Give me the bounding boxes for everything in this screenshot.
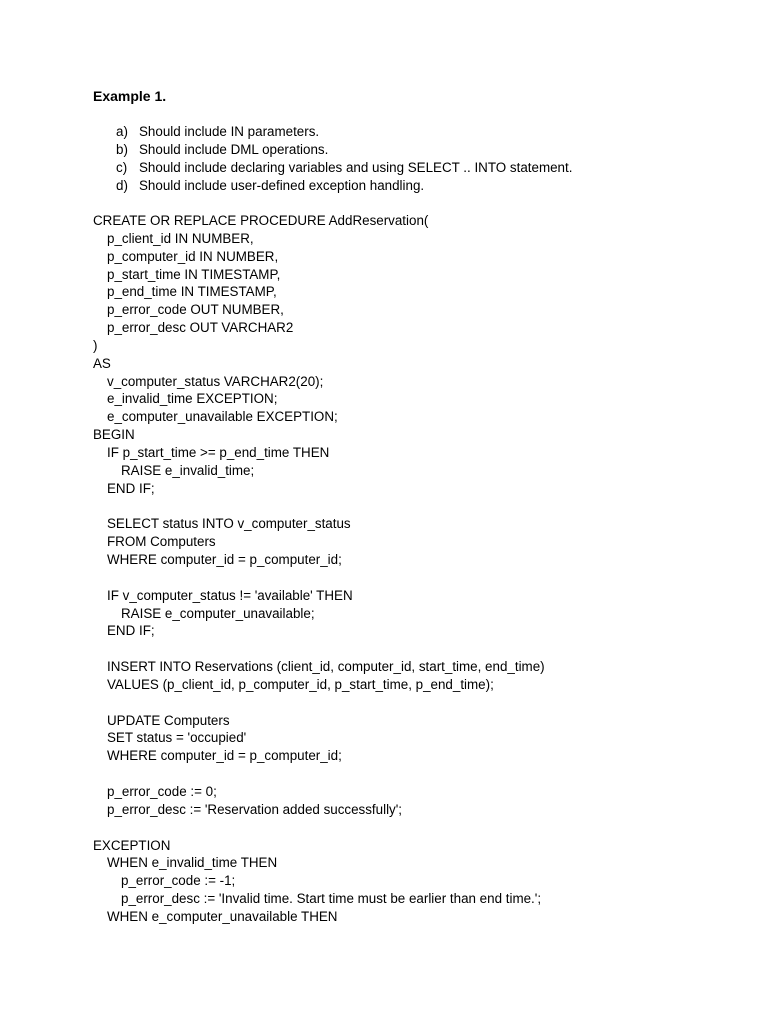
code-line: WHEN e_invalid_time THEN (107, 855, 278, 871)
requirement-text: Should include user-defined exception handling. (139, 178, 425, 193)
code-line: v_computer_status VARCHAR2(20); (107, 373, 324, 389)
requirement-item (116, 177, 572, 195)
code-line: p_error_desc := 'Reservation added successfully'; (107, 801, 403, 817)
code-line: p_client_id IN NUMBER, (107, 230, 254, 246)
code-line: SELECT status INTO v_computer_status (107, 516, 351, 532)
code-line: ) (93, 337, 98, 353)
code-line: CREATE OR REPLACE PROCEDURE AddReservation( (93, 213, 429, 228)
blank-code-line (93, 765, 545, 783)
code-line: VALUES (p_client_id, p_computer_id, p_start_time, p_end_time); (107, 676, 494, 692)
code-line: p_end_time IN TIMESTAMP, (107, 284, 277, 300)
code-line: e_invalid_time EXCEPTION; (107, 391, 278, 407)
requirement-text: Should include IN parameters. (139, 124, 320, 139)
requirement-item (116, 159, 572, 177)
code-line: SET status = 'occupied' (107, 730, 247, 746)
code-line: p_computer_id IN NUMBER, (107, 248, 279, 264)
code-line: p_error_code OUT NUMBER, (107, 302, 284, 318)
requirement-marker: a) (116, 124, 128, 139)
requirement-marker: c) (116, 160, 128, 175)
code-line: p_error_desc := 'Invalid time. Start time must be earlier than end time.'; (121, 891, 542, 907)
code-line: RAISE e_invalid_time; (121, 462, 255, 478)
code-listing (93, 212, 545, 926)
blank-code-line (93, 694, 545, 712)
code-line: BEGIN (93, 427, 135, 443)
blank-code-line (93, 819, 545, 837)
code-line: UPDATE Computers (107, 712, 230, 728)
requirement-marker: d) (116, 178, 128, 193)
requirement-item (116, 123, 572, 141)
code-line: END IF; (107, 623, 155, 639)
code-line: END IF; (107, 480, 155, 496)
code-line: p_error_desc OUT VARCHAR2 (107, 320, 294, 336)
code-line: WHERE computer_id = p_computer_id; (107, 552, 342, 568)
code-line: IF v_computer_status != 'available' THEN (107, 587, 353, 603)
document-heading: Example 1. (93, 88, 167, 104)
code-line: INSERT INTO Reservations (client_id, computer_id, start_time, end_time) (107, 659, 545, 675)
code-line: e_computer_unavailable EXCEPTION; (107, 409, 338, 425)
code-line: RAISE e_computer_unavailable; (121, 605, 315, 621)
blank-code-line (93, 498, 545, 516)
requirements-list (116, 123, 572, 195)
code-line: p_error_code := -1; (121, 873, 236, 889)
code-line: IF p_start_time >= p_end_time THEN (107, 444, 330, 460)
code-line: FROM Computers (107, 534, 216, 550)
blank-code-line (93, 569, 545, 587)
code-line: WHERE computer_id = p_computer_id; (107, 748, 342, 764)
blank-code-line (93, 640, 545, 658)
code-line: p_error_code := 0; (107, 784, 217, 799)
requirement-text: Should include DML operations. (139, 142, 329, 157)
code-line: p_start_time IN TIMESTAMP, (107, 266, 281, 282)
requirement-text: Should include declaring variables and using SELECT .. INTO statement. (139, 160, 573, 175)
code-line: WHEN e_computer_unavailable THEN (107, 908, 338, 924)
code-line: EXCEPTION (93, 837, 171, 853)
code-line: AS (93, 355, 111, 371)
requirement-marker: b) (116, 142, 128, 157)
requirement-item (116, 141, 572, 159)
